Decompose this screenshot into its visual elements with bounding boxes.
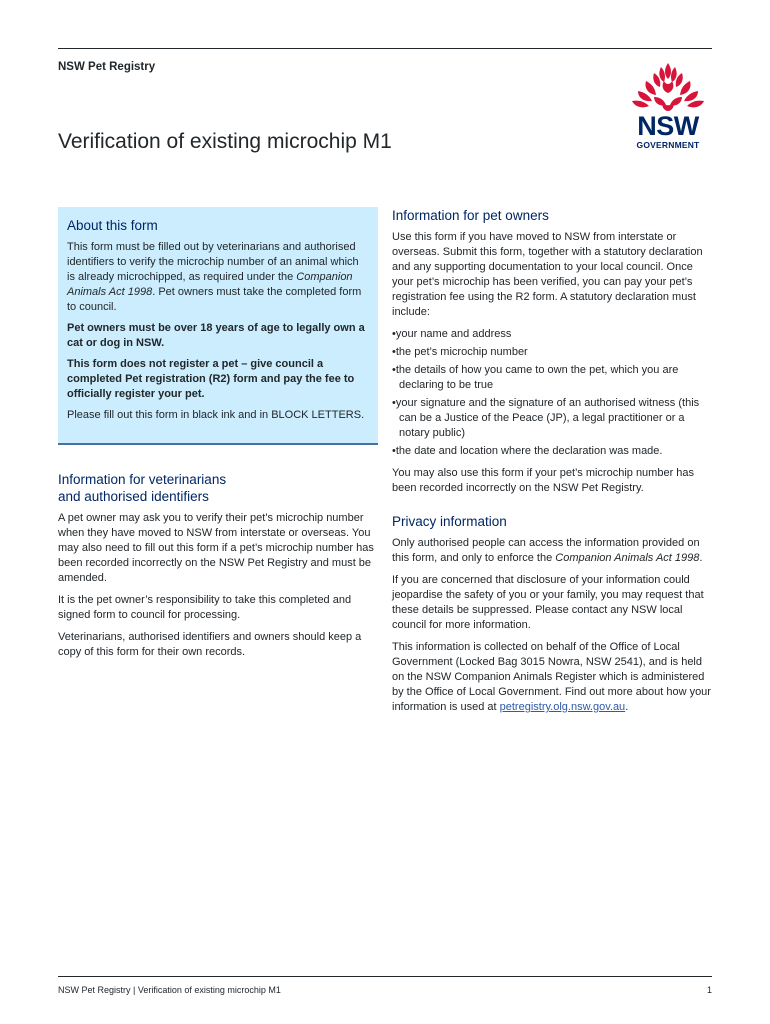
owners-paragraph-1: Use this form if you have moved to NSW from interstate or overseas. Submit this form, together with a statutory declaration and any supporting documentation to your local council. Once your pet’s microchip has been verified, you can pay your pet’s registration fee using the R2 form. A statutory declaration must include: bbox=[392, 231, 703, 318]
page-number: 1 bbox=[706, 985, 712, 995]
list-item: • your name and address bbox=[392, 327, 714, 342]
logo-nsw-text: NSW bbox=[637, 111, 699, 141]
vets-heading: Information for veterinarians and authorised identifiers bbox=[58, 472, 227, 504]
privacy-paragraph-2: If you are concerned that disclosure of your information could jeopardise the safety of you or your family, you may request that these details be suppressed. Please contact any NSW local council for more information. bbox=[392, 574, 704, 631]
page-title: Verification of existing microchip M1 bbox=[58, 130, 392, 153]
vets-paragraph-2: It is the pet owner’s responsibility to take this completed and signed form to council for processing. bbox=[58, 594, 352, 621]
footer-divider bbox=[58, 976, 712, 977]
pet-registry-link[interactable]: petregistry.olg.nsw.gov.au bbox=[499, 701, 626, 713]
list-item: • your signature and the signature of an authorised witness (this can be a Justice of the Peace (JP), a legal practitioner or a notary public) bbox=[392, 396, 714, 441]
act-name: Companion Animals Act 1998 bbox=[555, 552, 700, 564]
list-item: • the pet’s microchip number bbox=[392, 345, 714, 360]
nsw-government-logo bbox=[624, 61, 712, 153]
about-ink-instructions: Please fill out this form in black ink and in BLOCK LETTERS. bbox=[67, 409, 365, 421]
about-paragraph-1: This form must be filled out by veterinarians and authorised identifiers to verify the microchip number of an animal which is already microchipped, as required under the Companion Animals Act 1998. Pet owners must take the completed form to council. bbox=[67, 241, 362, 313]
vets-paragraph-1: A pet owner may ask you to verify their pet’s microchip number when they have moved to NSW from interstate or overseas. You may also need to fill out this form if a pet’s microchip number has been recorded incorrectly on the NSW Pet Registry and must be amended. bbox=[58, 512, 374, 584]
about-heading: About this form bbox=[67, 218, 158, 233]
declaration-list bbox=[392, 327, 714, 459]
about-registration-notice: This form does not register a pet – give council a completed Pet registration (R2) form and pay the fee to officially register your pet. bbox=[67, 358, 355, 400]
list-item: • the details of how you came to own the pet, which you are declaring to be true bbox=[392, 363, 714, 393]
vets-paragraph-3: Veterinarians, authorised identifiers and owners should keep a copy of this form for their own records. bbox=[58, 631, 362, 658]
footer-text: NSW Pet Registry | Verification of existing microchip M1 bbox=[58, 985, 281, 995]
privacy-paragraph-3: This information is collected on behalf of the Office of Local Government (Locked Bag 3015 Nowra, NSW 2541), and is held on the NSW Companion Animals Register which is administered by the Office of Local Government. Find out more about how your information is used at petregistry.olg.nsw.gov.au. bbox=[392, 641, 711, 713]
about-age-notice: Pet owners must be over 18 years of age to legally own a cat or dog in NSW. bbox=[67, 322, 365, 349]
privacy-heading: Privacy information bbox=[392, 514, 507, 529]
right-column bbox=[392, 207, 714, 722]
privacy-paragraph-1: Only authorised people can access the information provided on this form, and only to enforce the Companion Animals Act 1998. bbox=[392, 537, 703, 564]
owners-paragraph-2: You may also use this form if your pet’s microchip number has been recorded incorrectly on the NSW Pet Registry. bbox=[392, 467, 695, 494]
vets-section bbox=[58, 471, 378, 667]
logo-government-text: GOVERNMENT bbox=[636, 140, 700, 150]
list-item: • the date and location where the declaration was made. bbox=[392, 444, 714, 459]
about-this-form-box bbox=[58, 207, 378, 445]
act-name: Companion Animals Act 1998 bbox=[67, 271, 353, 298]
registry-label: NSW Pet Registry bbox=[58, 61, 156, 73]
top-divider bbox=[58, 48, 712, 49]
owners-heading: Information for pet owners bbox=[392, 208, 549, 223]
waratah-icon bbox=[624, 61, 712, 113]
